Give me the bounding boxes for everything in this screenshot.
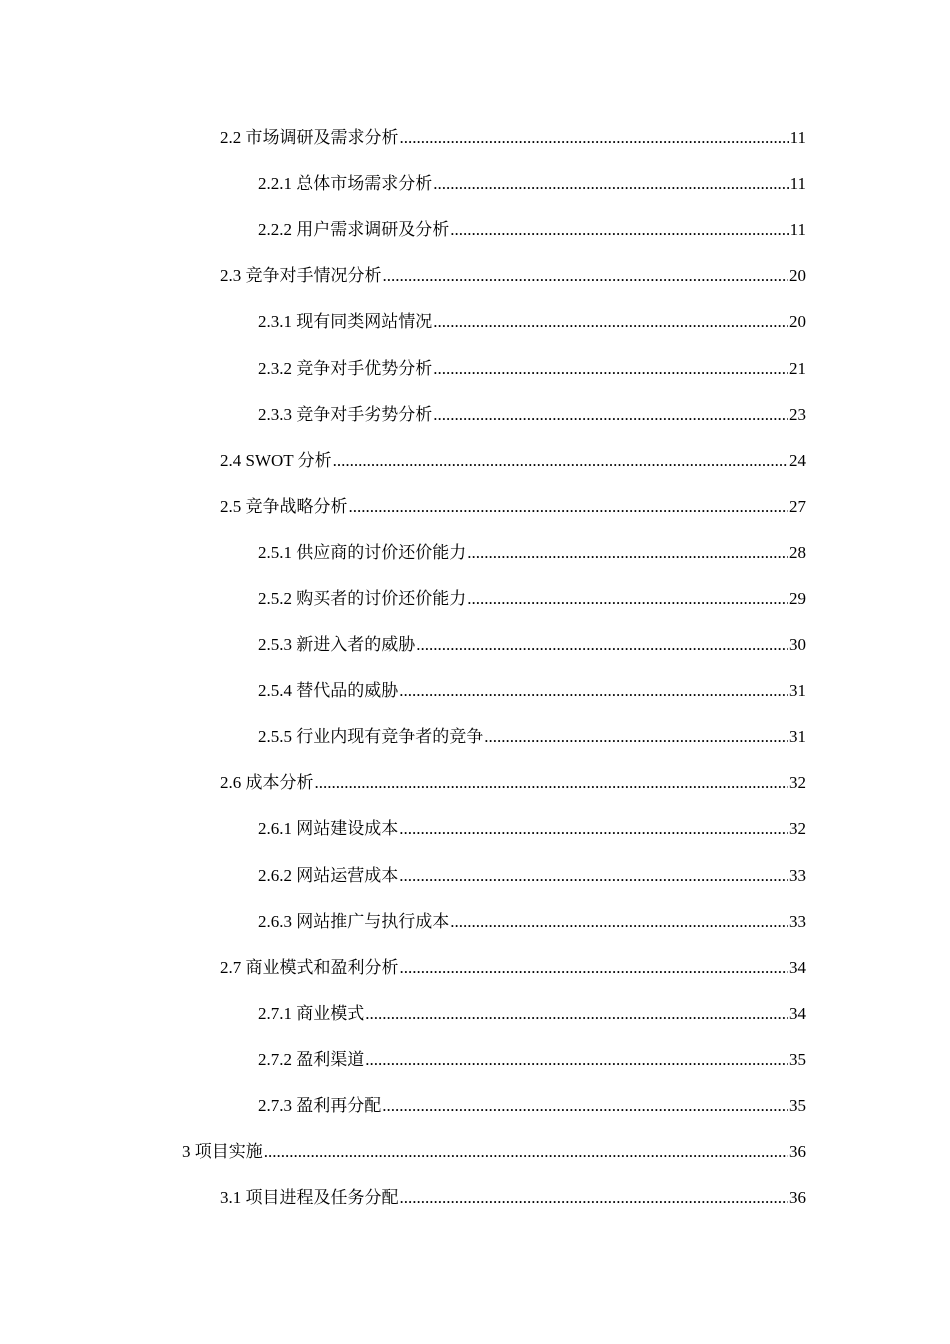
toc-entry-title: 2.6 成本分析 [220,773,314,793]
toc-dot-leader [416,635,788,655]
toc-entry-page-number: 31 [789,681,806,701]
toc-dot-leader [433,312,788,332]
toc-entry[interactable] [0,438,950,484]
toc-dot-leader [399,681,788,701]
toc-entry-title: 2.7.2 盈利渠道 [258,1049,365,1069]
toc-entry[interactable] [0,668,950,714]
toc-entry[interactable] [0,760,950,806]
toc-entry[interactable] [0,253,950,299]
toc-dot-leader [399,866,788,886]
toc-entry[interactable] [0,207,950,253]
toc-entry-title: 2.5.5 行业内现有竞争者的竞争 [258,727,484,747]
toc-entry-title: 2.6.1 网站建设成本 [258,819,399,839]
toc-entry-title: 2.2 市场调研及需求分析 [220,128,399,148]
toc-dot-leader [365,1050,788,1070]
toc-entry-title: 2.5 竞争战略分析 [220,496,348,516]
toc-entry[interactable] [0,392,950,438]
toc-dot-leader [467,589,788,609]
toc-dot-leader [450,912,788,932]
toc-entry-title: 2.5.3 新进入者的威胁 [258,635,416,655]
toc-entry-page-number: 23 [789,404,806,424]
toc-entry-page-number: 32 [789,773,806,793]
toc-dot-leader [433,359,788,379]
toc-entry-title: 2.3.3 竞争对手劣势分析 [258,404,433,424]
toc-entry[interactable] [0,530,950,576]
toc-entry[interactable] [0,299,950,345]
toc-dot-leader [467,543,788,563]
toc-entry-page-number: 34 [789,957,806,977]
toc-dot-leader [399,819,788,839]
toc-entry-page-number: 35 [789,1049,806,1069]
toc-entry[interactable] [0,1175,950,1221]
toc-entry-title: 2.3.1 现有同类网站情况 [258,312,433,332]
toc-entry[interactable] [0,115,950,161]
toc-entry[interactable] [0,853,950,899]
toc-dot-leader [365,1004,788,1024]
toc-entry-title: 2.4 SWOT 分析 [220,450,332,470]
toc-entry-title: 2.6.3 网站推广与执行成本 [258,911,450,931]
toc-dot-leader [450,220,788,240]
toc-entry[interactable] [0,806,950,852]
toc-entry[interactable] [0,991,950,1037]
toc-entry-page-number: 36 [789,1142,806,1162]
toc-entry-page-number: 33 [789,911,806,931]
toc-entry-page-number: 20 [789,266,806,286]
toc-entry-title: 2.3 竞争对手情况分析 [220,266,382,286]
toc-entry-title: 2.6.2 网站运营成本 [258,865,399,885]
toc-entry-page-number: 24 [789,450,806,470]
toc-entry-page-number: 34 [789,1003,806,1023]
toc-entry[interactable] [0,622,950,668]
toc-entry[interactable] [0,161,950,207]
toc-entry-page-number: 29 [789,588,806,608]
toc-entry-title: 2.5.1 供应商的讨价还价能力 [258,542,467,562]
toc-entry-title: 3.1 项目进程及任务分配 [220,1188,399,1208]
toc-entry[interactable] [0,1083,950,1129]
toc-entry-title: 2.2.1 总体市场需求分析 [258,174,433,194]
toc-entry-page-number: 31 [789,727,806,747]
toc-entry[interactable] [0,576,950,622]
toc-entry-title: 2.2.2 用户需求调研及分析 [258,220,450,240]
toc-dot-leader [349,497,789,517]
toc-dot-leader [400,1188,789,1208]
toc-entry-page-number: 27 [789,496,806,516]
toc-entry-page-number: 32 [789,819,806,839]
toc-entry[interactable] [0,899,950,945]
toc-dot-leader [333,451,788,471]
toc-dot-leader [382,1096,788,1116]
toc-dot-leader [433,174,788,194]
toc-entry-page-number: 33 [789,865,806,885]
toc-entry-title: 2.7.3 盈利再分配 [258,1096,382,1116]
toc-entry-page-number: 21 [789,358,806,378]
toc-dot-leader [400,128,789,148]
toc-entry[interactable] [0,1037,950,1083]
toc-entry-page-number: 35 [789,1096,806,1116]
toc-entry-page-number: 11 [789,174,806,194]
toc-entry-page-number: 30 [789,635,806,655]
toc-entry-title: 2.3.2 竞争对手优势分析 [258,358,433,378]
toc-entry-page-number: 20 [789,312,806,332]
toc-dot-leader [433,405,788,425]
toc-entry-page-number: 36 [789,1188,806,1208]
toc-dot-leader [315,773,789,793]
toc-entry[interactable] [0,484,950,530]
toc-entry[interactable] [0,1129,950,1175]
toc-entry[interactable] [0,714,950,760]
table-of-contents [0,115,950,1221]
toc-entry-page-number: 11 [789,220,806,240]
toc-entry-title: 2.5.2 购买者的讨价还价能力 [258,588,467,608]
toc-entry[interactable] [0,945,950,991]
toc-entry-title: 2.7.1 商业模式 [258,1003,365,1023]
toc-entry-page-number: 28 [789,542,806,562]
toc-dot-leader [484,727,788,747]
toc-entry-title: 3 项目实施 [182,1142,263,1162]
toc-entry[interactable] [0,345,950,391]
toc-dot-leader [400,958,789,978]
toc-entry-title: 2.5.4 替代品的威胁 [258,681,399,701]
toc-dot-leader [383,266,789,286]
toc-dot-leader [264,1142,788,1162]
toc-entry-page-number: 11 [789,128,806,148]
toc-entry-title: 2.7 商业模式和盈利分析 [220,957,399,977]
